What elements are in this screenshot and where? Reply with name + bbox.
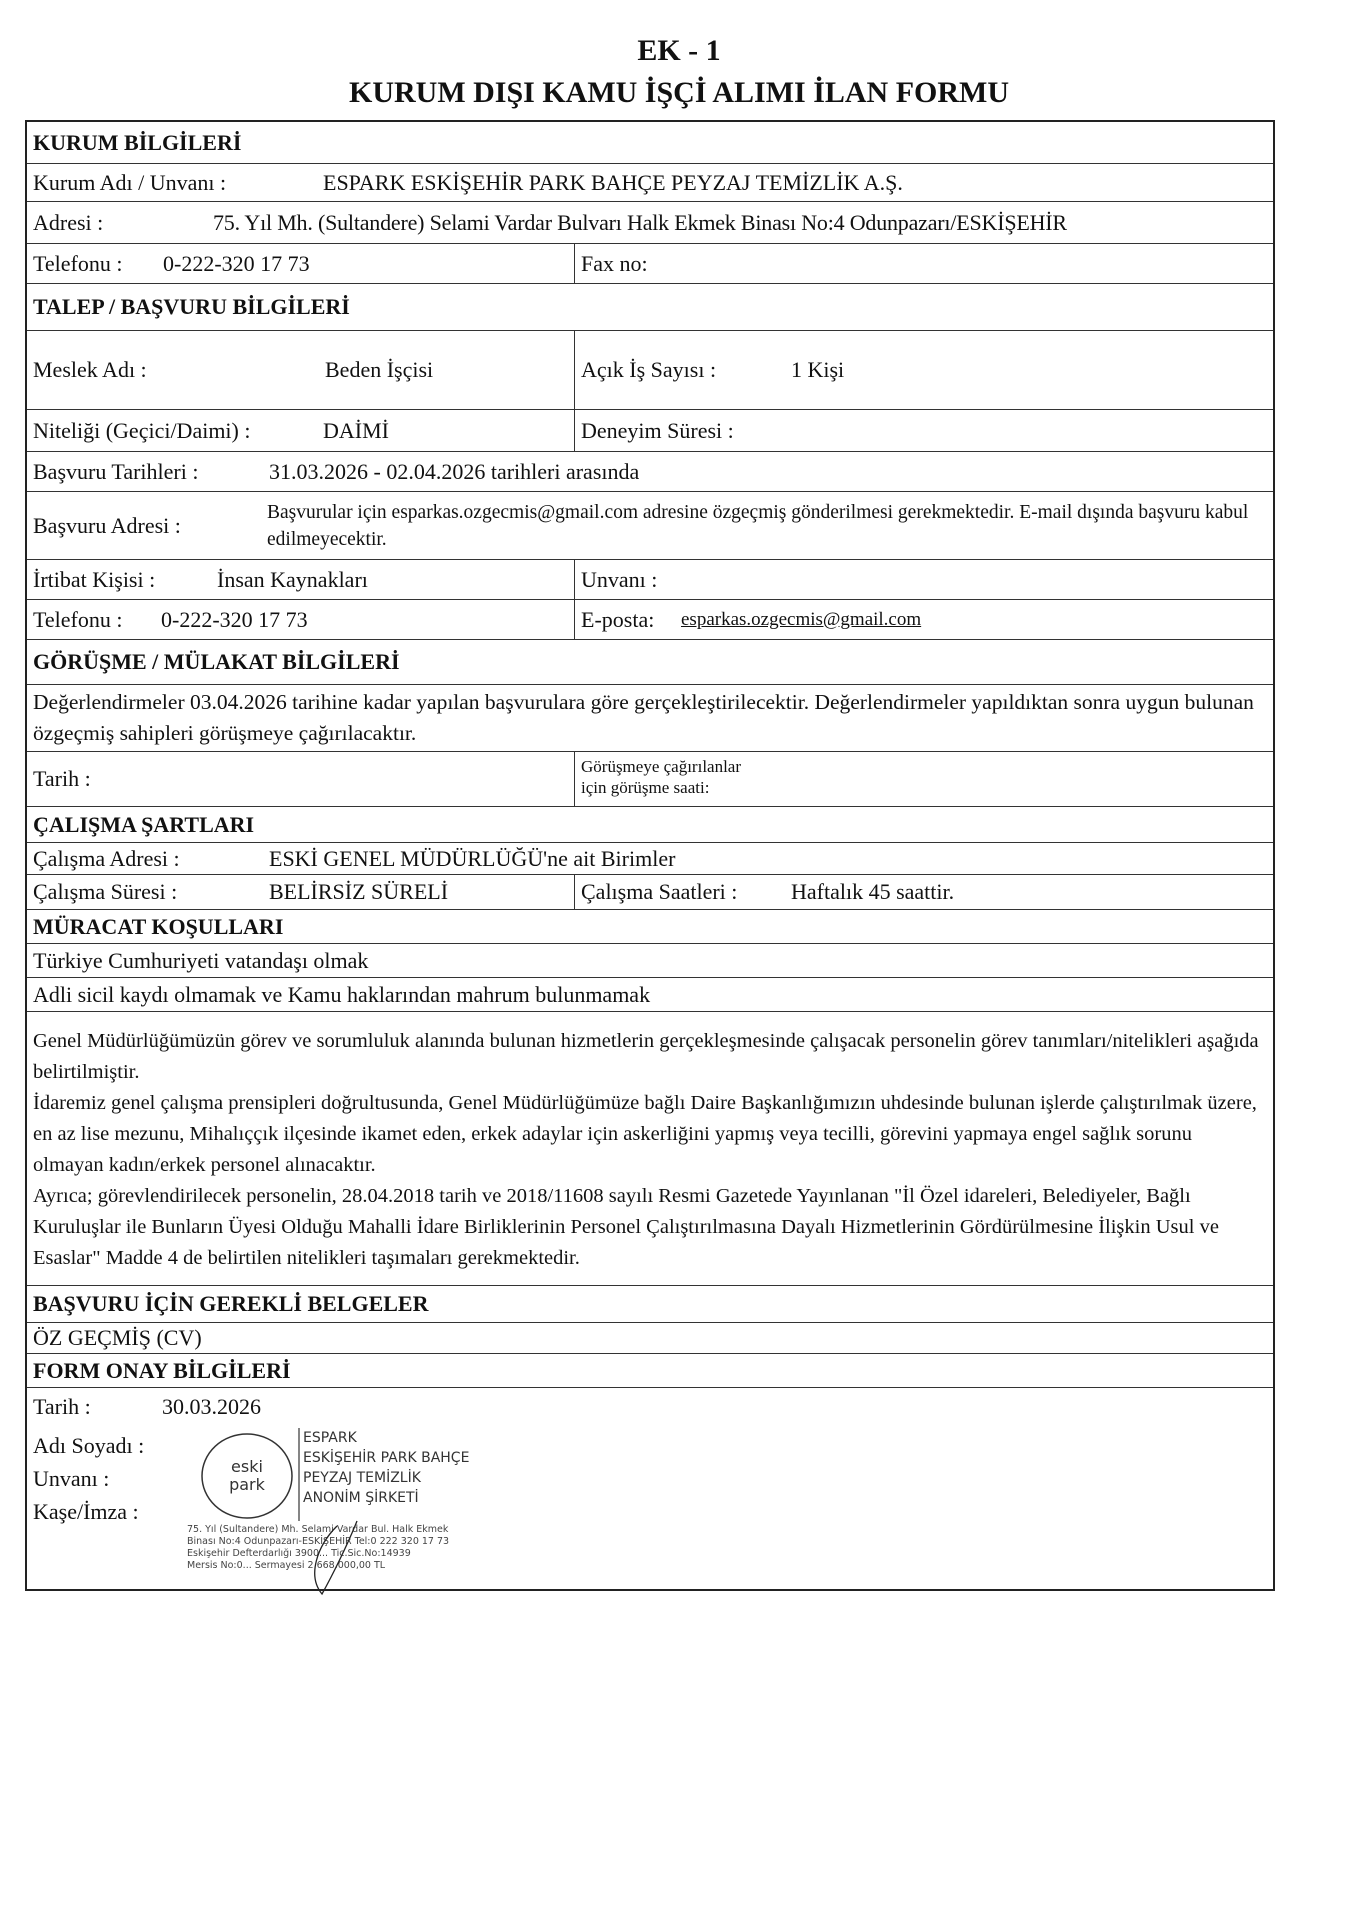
stamp-line: ESKİŞEHİR PARK BAHÇE	[303, 1450, 470, 1466]
label: Kurum Adı / Unvanı :	[33, 169, 227, 195]
approval-date: 30.03.2026	[162, 1394, 261, 1419]
value: 0-222-320 17 73	[163, 250, 310, 276]
label: Başvuru Adresi :	[33, 512, 181, 538]
value: 1 Kişi	[791, 357, 845, 382]
document-text: ÖZ GEÇMİŞ (CV)	[33, 1325, 202, 1350]
row-type	[27, 410, 1273, 452]
row-apply	[27, 492, 1273, 560]
company-stamp	[187, 1426, 607, 1596]
condition-text: Türkiye Cumhuriyeti vatandaşı olmak	[33, 947, 369, 973]
stamp-line: PEYZAJ TEMİZLİK	[303, 1470, 421, 1486]
paragraph: İdaremiz genel çalışma prensipleri doğrultusunda, Genel Müdürlüğümüze bağlı Daire Başkanlığımızın uhdesinde bulunan işlerde çalıştırılmak üzere, en az lise mezunu, Mihalıççık ilçesinde ikamet eden, erkek adaylar için askerliğini yapmış veya tecilli, görevini yapmaya engel sağlık sorunu olmayan kadın/erkek personel alınacaktır.	[33, 1092, 1257, 1176]
label: Çalışma Süresi :	[33, 879, 178, 904]
value: Başvurular için esparkas.ozgecmis@gmail.com adresine özgeçmiş gönderilmesi gerekmektedir. E-mail dışında başvuru kabul edilmeyecektir.	[267, 501, 1249, 550]
row-kurum-name	[27, 164, 1273, 202]
document-item	[27, 1323, 1273, 1354]
row-work-address	[27, 843, 1273, 875]
stamp-small-line: Eskişehir Defterdarlığı 3900... Tic.Sic.No:14939	[187, 1548, 411, 1559]
row-evaluation	[27, 685, 1273, 752]
value: BELİRSİZ SÜRELİ	[269, 879, 449, 904]
value: ESPARK ESKİŞEHİR PARK BAHÇE PEYZAJ TEMİZLİK A.Ş.	[323, 169, 903, 195]
section-talep	[27, 284, 1273, 331]
section-calisma	[27, 807, 1273, 843]
section-header: TALEP / BAŞVURU BİLGİLERİ	[33, 294, 350, 319]
label: Niteliği (Geçici/Daimi) :	[33, 417, 251, 443]
approval-labels	[27, 1388, 179, 1530]
document-number: EK - 1	[637, 34, 721, 67]
row-approval	[27, 1388, 1273, 1589]
form-title: KURUM DIŞI KAMU İŞÇİ ALIMI İLAN FORMU	[348, 76, 1010, 109]
section-header: MÜRACAT KOŞULLARI	[33, 913, 284, 939]
value: 75. Yıl Mh. (Sultandere) Selami Vardar Bulvarı Halk Ekmek Binası No:4 Odunpazarı/ESKİŞEHİR	[213, 209, 1067, 235]
label: için görüşme saati:	[581, 778, 710, 797]
section-header: BAŞVURU İÇİN GEREKLİ BELGELER	[33, 1291, 429, 1316]
label: Başvuru Tarihleri :	[33, 458, 199, 484]
stamp-small-line: Mersis No:0... Sermayesi 2.668.000,00 TL	[187, 1560, 386, 1571]
section-header: ÇALIŞMA ŞARTLARI	[33, 811, 255, 837]
label: Çalışma Saatleri :	[581, 879, 738, 904]
section-header: KURUM BİLGİLERİ	[33, 129, 242, 155]
label: Açık İş Sayısı :	[581, 357, 717, 382]
evaluation-text: Değerlendirmeler 03.04.2026 tarihine kadar yapılan başvurulara göre gerçekleştirilecektir. Değerlendirmeler yapıldıktan sonra uygun bulunan özgeçmiş sahipleri görüşmeye çağırılacaktır.	[33, 690, 1254, 745]
section-header: FORM ONAY BİLGİLERİ	[33, 1357, 291, 1383]
row-contact	[27, 560, 1273, 600]
row-work-duration	[27, 875, 1273, 910]
value: Haftalık 45 saattir.	[791, 879, 955, 904]
section-belgeler	[27, 1286, 1273, 1323]
label: Unvanı :	[33, 1466, 110, 1491]
value: ESKİ GENEL MÜDÜRLÜĞÜ'ne ait Birimler	[269, 845, 676, 871]
description	[27, 1012, 1273, 1284]
value: 31.03.2026 - 02.04.2026 tarihleri arasında	[269, 458, 640, 484]
value: 0-222-320 17 73	[161, 606, 308, 632]
section-gorusme	[27, 640, 1273, 685]
value: DAİMİ	[323, 417, 389, 443]
label: Telefonu :	[33, 606, 123, 632]
section-onay	[27, 1354, 1273, 1388]
label: Çalışma Adresi :	[33, 845, 180, 871]
value: Beden İşçisi	[325, 357, 434, 382]
form-table	[25, 120, 1275, 1591]
value: İnsan Kaynakları	[217, 566, 368, 592]
condition-text: Adli sicil kaydı olmamak ve Kamu haklarından mahrum bulunmamak	[33, 981, 651, 1007]
email-link[interactable]: esparkas.ozgecmis@gmail.com	[681, 608, 922, 630]
label: Meslek Adı :	[33, 357, 147, 382]
label: Tarih :	[33, 766, 91, 791]
section-header: GÖRÜŞME / MÜLAKAT BİLGİLERİ	[33, 649, 400, 674]
label: Deneyim Süresi :	[581, 417, 734, 443]
label: Fax no:	[581, 250, 648, 276]
label: E-posta:	[581, 606, 655, 632]
label: İrtibat Kişisi :	[33, 566, 156, 592]
label: Adresi :	[33, 209, 104, 235]
stamp-small-line: Binası No:4 Odunpazarı-ESKİŞEHİR Tel:0 222 320 17 73	[187, 1536, 450, 1547]
paragraph: Genel Müdürlüğümüzün görev ve sorumluluk alanında bulunan hizmetlerin gerçekleşmesinde çalışacak personelin görev tanımları/nitelikleri aşağıda belirtilmiştir.	[33, 1030, 1259, 1083]
stamp-small-line: 75. Yıl (Sultandere) Mh. Selami Vardar Bul. Halk Ekmek	[187, 1524, 449, 1535]
row-description	[27, 1012, 1273, 1286]
row-contact-phone	[27, 600, 1273, 640]
section-kurum	[27, 122, 1273, 164]
row-interview	[27, 752, 1273, 807]
stamp-line: ESPARK	[303, 1430, 357, 1446]
row-job	[27, 331, 1273, 410]
stamp-logo-text: eski	[231, 1457, 263, 1476]
condition-item	[27, 978, 1273, 1012]
stamp-line: ANONİM ŞİRKETİ	[303, 1490, 419, 1506]
label: Unvanı :	[581, 566, 658, 592]
label: Kaşe/İmza :	[33, 1499, 139, 1524]
label: Tarih :	[33, 1394, 91, 1419]
label: Adı Soyadı :	[33, 1433, 145, 1458]
stamp-logo-text: park	[229, 1475, 265, 1494]
label: Görüşmeye çağırılanlar	[581, 757, 742, 776]
row-kurum-phone	[27, 244, 1273, 284]
label: Telefonu :	[33, 250, 123, 276]
paragraph: Ayrıca; görevlendirilecek personelin, 28.04.2018 tarih ve 2018/11608 sayılı Resmi Gazetede Yayınlanan "İl Özel idareleri, Belediyeler, Bağlı Kuruluşlar ile Bunların Üyesi Olduğu Mahalli İdare Birliklerinin Personel Çalıştırılmasına Dayalı Hizmetlerinin Gördürülmesine İlişkin Usul ve Esaslar" Madde 4 de belirtilen nitelikleri taşımaları gerekmektedir.	[33, 1185, 1219, 1269]
row-kurum-address	[27, 202, 1273, 244]
condition-item	[27, 944, 1273, 978]
section-muracat	[27, 910, 1273, 944]
row-dates	[27, 452, 1273, 492]
